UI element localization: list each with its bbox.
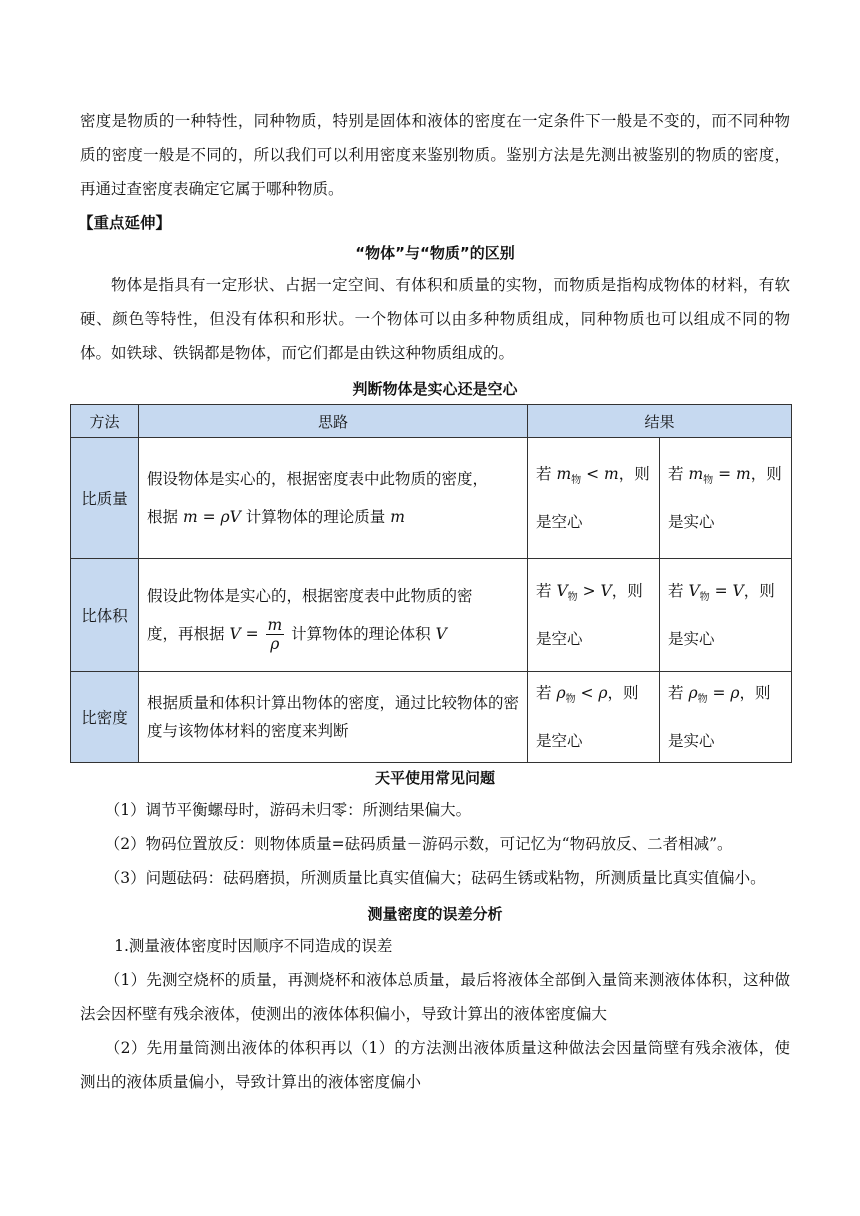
method-cell: 比质量 — [71, 438, 139, 559]
result-prefix: 若 — [668, 465, 684, 484]
result-symbol: V — [556, 582, 568, 601]
result-text: 是空心 — [536, 512, 583, 531]
result-rhs: m — [736, 465, 751, 484]
result-rhs: m — [604, 465, 619, 484]
idea-text: 计算物体的理论质量 — [245, 508, 386, 526]
section2-item: （2）物码位置放反：则物体质量=砝码质量－游码示数，可记忆为“物码放反、二者相减”。 — [104, 835, 733, 853]
section1-title: “物体”与“物质”的区别 — [355, 244, 515, 262]
variable: m — [390, 508, 405, 526]
result-operator: < — [575, 684, 599, 703]
idea-text: 根据 — [147, 508, 179, 526]
result-hollow-cell — [528, 438, 660, 559]
section2-item: （1）调节平衡螺母时，游码未归零：所测结果偏大。 — [104, 801, 472, 819]
method-cell: 比密度 — [71, 672, 139, 763]
result-symbol: ρ — [688, 684, 698, 703]
subscript: 物 — [697, 694, 708, 706]
formula: m = ρV — [182, 508, 241, 526]
result-prefix: 若 — [668, 582, 684, 601]
result-text: 是空心 — [536, 731, 583, 750]
result-text: 是实心 — [668, 731, 715, 750]
table-title: 判断物体是实心还是空心 — [352, 380, 518, 398]
idea-cell: 根据质量和体积计算出物体的密度，通过比较物体的密度与该物体材料的密度来判断 — [139, 672, 528, 763]
section3-subtitle: 1.测量液体密度时因顺序不同造成的误差 — [114, 937, 393, 955]
table-header-row — [71, 405, 792, 438]
result-prefix: 若 — [536, 465, 552, 484]
fraction-numerator: m — [267, 616, 283, 635]
section3-item: （2）先用量筒测出液体的体积再以（1）的方法测出液体质量这种做法会因量筒壁有残余液体，使测出的液体质量偏小，导致计算出的液体密度偏小 — [80, 1039, 790, 1091]
result-operator: > — [577, 582, 601, 601]
intro-paragraph: 密度是物质的一种特性，同种物质，特别是固体和液体的密度在一定条件下一般是不变的，而不同种物质的密度一般是不同的，所以我们可以利用密度来鉴别物质。鉴别方法是先测出被鉴别的物质的密度，再通过查密度表确定它属于哪种物质。 — [80, 112, 790, 198]
fraction — [266, 616, 285, 653]
result-prefix: 若 — [536, 684, 552, 703]
idea-cell — [139, 559, 528, 672]
subscript: 物 — [567, 592, 578, 604]
header-idea: 思路 — [139, 405, 528, 438]
idea-text: 假设物体是实心的，根据密度表中此物质的密度， — [147, 470, 489, 488]
section2-title: 天平使用常见问题 — [374, 769, 495, 787]
variable: V — [435, 624, 447, 643]
subscript: 物 — [571, 475, 582, 487]
result-text: 是实心 — [668, 512, 715, 531]
result-tail: ，则 — [743, 582, 775, 601]
result-prefix: 若 — [668, 684, 684, 703]
document-page — [80, 104, 790, 1099]
idea-cell — [139, 438, 528, 559]
table-row — [71, 672, 792, 763]
section1-paragraph: 物体是指具有一定形状、占据一定空间、有体积和质量的实物，而物质是指构成物体的材料，有软硬、颜色等特性，但没有体积和形状。一个物体可以由多种物质组成，同种物质也可以组成不同的物体。如铁球、铁锅都是物体，而它们都是由铁这种物质组成的。 — [80, 276, 790, 362]
result-solid-cell — [660, 672, 792, 763]
section2-item: （3）问题砝码：砝码磨损，所测质量比真实值偏大；砝码生锈或粘物，所测质量比真实值偏小。 — [104, 869, 766, 887]
result-rhs: ρ — [730, 684, 740, 703]
result-hollow-cell — [528, 672, 660, 763]
header-result: 结果 — [528, 405, 792, 438]
extension-tag: 【重点延伸】 — [78, 214, 172, 232]
result-solid-cell — [660, 438, 792, 559]
result-text: 是空心 — [536, 629, 583, 648]
result-operator: = — [707, 684, 731, 703]
result-tail: ，则 — [750, 465, 782, 484]
result-operator: = — [713, 465, 736, 484]
result-rhs: V — [732, 582, 744, 601]
result-operator: < — [581, 465, 604, 484]
subscript: 物 — [699, 592, 710, 604]
result-text: 是实心 — [668, 629, 715, 648]
result-hollow-cell — [528, 559, 660, 672]
subscript: 物 — [565, 694, 576, 706]
result-rhs: V — [600, 582, 612, 601]
result-tail: ，则 — [611, 582, 643, 601]
result-symbol: ρ — [556, 684, 566, 703]
result-prefix: 若 — [536, 582, 552, 601]
idea-text: 计算物体的理论体积 — [291, 624, 431, 643]
table-row — [71, 438, 792, 559]
formula-lhs: V = — [229, 624, 264, 643]
fraction-denominator: ρ — [270, 635, 280, 654]
result-tail: ，则 — [618, 465, 650, 484]
result-tail: ，则 — [739, 684, 771, 703]
idea-text: 度，再根据 — [147, 624, 225, 643]
result-symbol: V — [688, 582, 700, 601]
subscript: 物 — [703, 475, 714, 487]
header-method: 方法 — [71, 405, 139, 438]
method-cell: 比体积 — [71, 559, 139, 672]
table-row — [71, 559, 792, 672]
result-tail: ，则 — [607, 684, 639, 703]
result-operator: = — [709, 582, 733, 601]
result-rhs: ρ — [598, 684, 608, 703]
section3-title: 测量密度的误差分析 — [367, 905, 503, 923]
idea-text: 假设此物体是实心的，根据密度表中此物质的密 — [147, 586, 473, 605]
result-solid-cell — [660, 559, 792, 672]
solid-hollow-table — [70, 404, 792, 763]
section3-item: （1）先测空烧杯的质量，再测烧杯和液体总质量，最后将液体全部倒入量筒来测液体体积，这种做法会因杯壁有残余液体，使测出的液体体积偏小，导致计算出的液体密度偏大 — [80, 971, 790, 1023]
result-symbol: m — [556, 465, 572, 484]
result-symbol: m — [688, 465, 704, 484]
